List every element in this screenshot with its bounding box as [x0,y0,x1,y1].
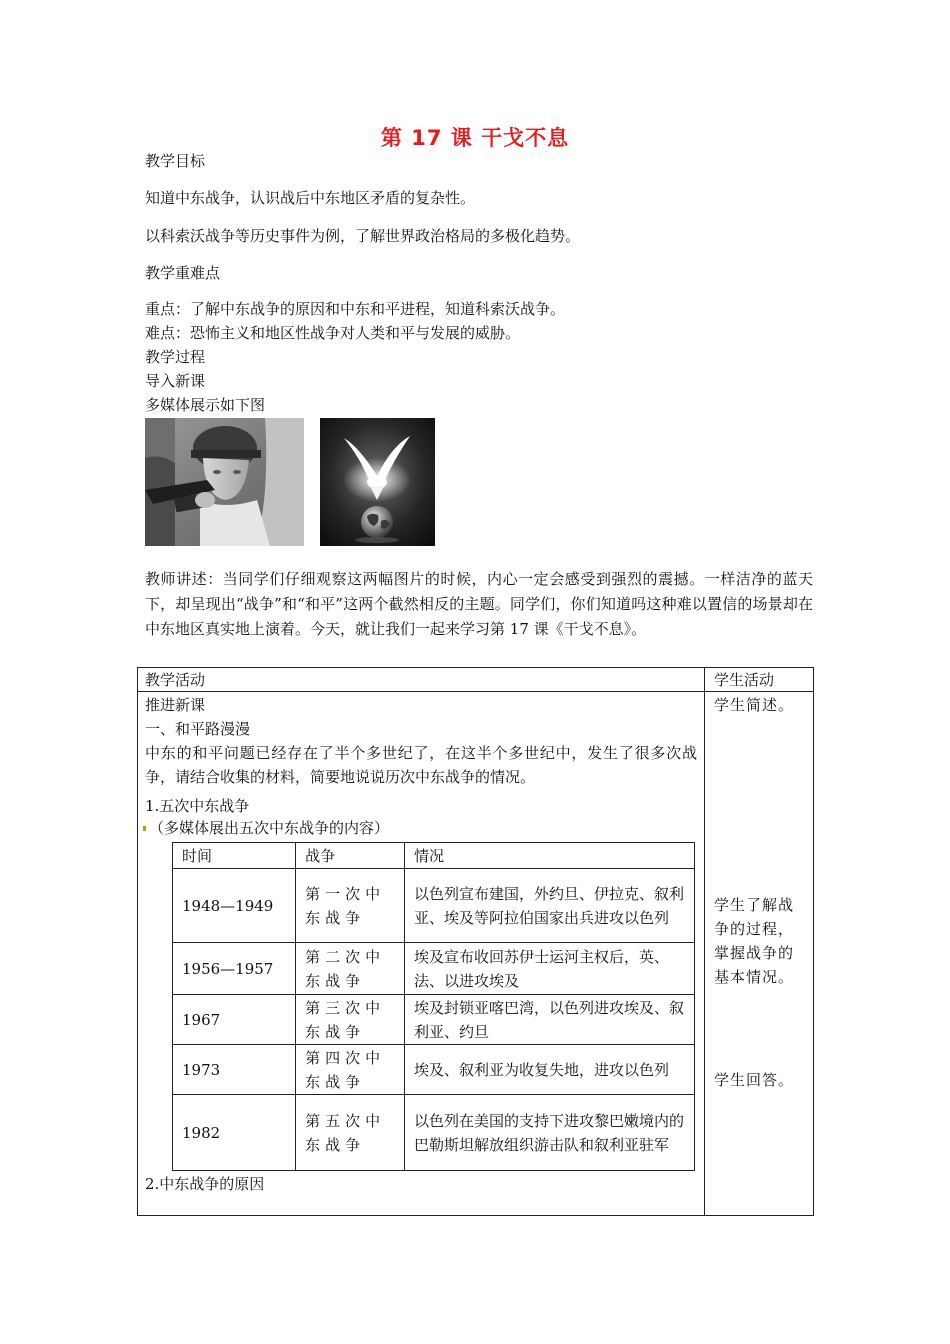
teacher-narration: 教师讲述：当同学们仔细观察这两幅图片的时候，内心一定会感受到强烈的震撼。一样洁净的蓝天下，却呈现出“战争”和“和平”这两个截然相反的主题。同学们，你们知道吗这种难以置信的场景却在中东地区真实地上演着。今天，就让我们一起来学习第 17 课《干戈不息》。 [145,570,813,638]
media-note: （多媒体展出五次中东战争的内容） [149,819,390,837]
goal-1: 知道中东战争，认识战后中东地区矛盾的复杂性。 [145,189,476,207]
section-peace-road: 一、和平路漫漫 [145,720,251,738]
war-detail: 埃及宣布收回苏伊士运河主权后，英、法、以进攻埃及 [405,943,695,995]
table-row [173,943,695,995]
table-column-divider [704,667,705,1216]
intro-heading: 导入新课 [145,372,206,390]
table-row [173,995,695,1045]
student-activity-1: 学生简述。 [714,696,795,714]
war-time: 1973 [173,1045,296,1095]
war-detail: 埃及封锁亚喀巴湾，以色列进攻埃及、叙利亚、约旦 [405,995,695,1045]
media-line: 多媒体展示如下图 [145,396,266,414]
soldier-photo [145,418,304,546]
war-detail: 埃及、叙利亚为收复失地，进攻以色列 [405,1045,695,1095]
marker-dot [143,826,146,831]
table-header-student: 学生活动 [714,671,775,689]
item-war-causes: 2.中东战争的原因 [145,1175,265,1193]
war-name: 第一次中东战争 [296,869,405,943]
peace-dove-globe-photo [320,418,435,546]
goal-2: 以科索沃战争等历史事件为例，了解世界政治格局的多极化趋势。 [145,227,581,245]
war-detail: 以色列在美国的支持下进攻黎巴嫩境内的巴勒斯坦解放组织游击队和叙利亚驻军 [405,1095,695,1171]
table-row [173,869,695,943]
war-name: 第三次中东战争 [296,995,405,1045]
wars-header-detail: 情况 [405,843,695,869]
war-name: 第四次中东战争 [296,1045,405,1095]
wars-header-war: 战争 [296,843,405,869]
table-header-teaching: 教学活动 [145,671,206,689]
question-text: 中东的和平问题已经存在了半个多世纪了，在这半个多世纪中，发生了很多次战争，请结合收集的材料，简要地说说历次中东战争的情况。 [145,744,697,786]
wars-header-time: 时间 [173,843,296,869]
war-time: 1967 [173,995,296,1045]
lesson-title: 第 17 课 干戈不息 [380,126,570,150]
process-heading: 教学过程 [145,348,206,366]
student-activity-3: 学生回答。 [714,1071,795,1089]
item-five-wars: 1.五次中东战争 [145,797,250,815]
table-header-divider [137,691,814,692]
key-heading: 教学重难点 [145,264,221,282]
war-time: 1982 [173,1095,296,1171]
war-time: 1948—1949 [173,869,296,943]
war-name: 第二次中东战争 [296,943,405,995]
war-time: 1956—1957 [173,943,296,995]
difficulty-point: 难点：恐怖主义和地区性战争对人类和平与发展的威胁。 [145,324,521,342]
war-detail: 以色列宣布建国，外约旦、伊拉克、叙利亚、埃及等阿拉伯国家出兵进攻以色列 [405,869,695,943]
new-lesson-label: 推进新课 [145,696,206,714]
goals-heading: 教学目标 [145,152,206,170]
wars-table-header-row [173,843,695,869]
wars-table [172,842,695,1171]
war-name: 第五次中东战争 [296,1095,405,1171]
table-row [173,1045,695,1095]
student-activity-2: 学生了解战争的过程，掌握战争的基本情况。 [714,896,795,986]
key-point: 重点：了解中东战争的原因和中东和平进程，知道科索沃战争。 [145,300,566,318]
table-row [173,1095,695,1171]
